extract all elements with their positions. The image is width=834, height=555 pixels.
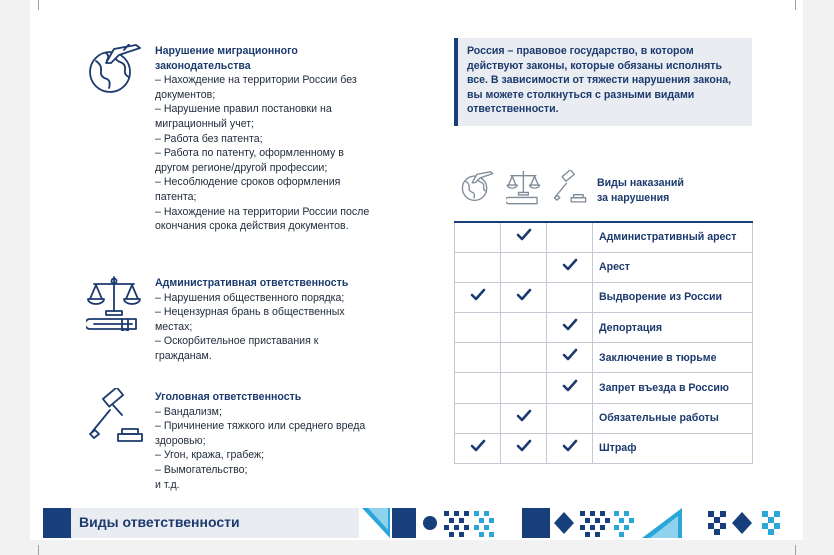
check-cell: [455, 373, 501, 403]
crop-mark: [795, 0, 796, 10]
section-title: Административная ответственность: [155, 277, 349, 289]
table-row: [455, 222, 753, 252]
check-cell: [455, 222, 501, 252]
administrative-section: [155, 276, 375, 364]
table-row: [455, 403, 753, 433]
check-cell: [501, 282, 547, 312]
ornament-strip-left: [362, 508, 512, 538]
check-cell: [501, 403, 547, 433]
checkmark-icon: [470, 440, 486, 457]
check-cell: [547, 313, 593, 343]
footer-square: [43, 508, 71, 538]
punishments-title-line: Виды наказаний: [597, 177, 684, 189]
check-cell: [547, 282, 593, 312]
list-item: – Нецензурная брань в общественных местах;: [155, 306, 345, 333]
checkmark-icon: [470, 289, 486, 306]
table-row: [455, 433, 753, 463]
check-cell: [547, 403, 593, 433]
scales-book-icon: [86, 275, 144, 331]
check-cell: [455, 282, 501, 312]
list-item: – Работа по патенту, оформленному в другом регионе/другой профессии;: [155, 147, 344, 174]
check-cell: [547, 222, 593, 252]
table-row: [455, 373, 753, 403]
info-callout: Россия – правовое государство, в котором действуют законы, которые обязаны исполнять все. В зависимости от тяжести нарушения закона, вы можете столкнуться с разными видами ответственности.: [454, 38, 752, 126]
check-cell: [501, 433, 547, 463]
check-cell: [501, 222, 547, 252]
list-item: – Нарушение правил постановки на миграционный учет;: [155, 103, 332, 130]
section-title: Нарушение миграционного законодательства: [155, 45, 298, 72]
list-item: – Работа без патента;: [155, 132, 263, 145]
ornament-strip-right: [522, 508, 794, 538]
section-title: Уголовная ответственность: [155, 391, 302, 403]
punishment-name: Депортация: [593, 313, 753, 343]
checkmark-icon: [516, 229, 532, 246]
punishment-name: Административный арест: [593, 222, 753, 252]
check-cell: [547, 373, 593, 403]
list-item: – Нахождение на территории России после окончания срока действия документов.: [155, 205, 370, 233]
table-row: [455, 252, 753, 282]
check-cell: [501, 373, 547, 403]
crop-mark: [795, 545, 796, 555]
footer-label: Виды ответственности: [79, 514, 240, 530]
punishment-name: Заключение в тюрьме: [593, 343, 753, 373]
checkmark-icon: [562, 259, 578, 276]
punishment-name: Выдворение из России: [593, 282, 753, 312]
punishment-name: Штраф: [593, 433, 753, 463]
punishments-title: [597, 176, 747, 206]
check-cell: [501, 343, 547, 373]
list-item: – Нахождение на территории России без документов;: [155, 74, 357, 101]
checkmark-icon: [562, 380, 578, 397]
crop-mark: [38, 0, 39, 10]
check-cell: [547, 343, 593, 373]
check-cell: [455, 343, 501, 373]
check-cell: [501, 313, 547, 343]
check-cell: [455, 403, 501, 433]
check-cell: [455, 313, 501, 343]
punishment-name: Арест: [593, 252, 753, 282]
gavel-icon: [552, 170, 588, 205]
checkmark-icon: [516, 440, 532, 457]
checkmark-icon: [562, 319, 578, 336]
table-row: [455, 282, 753, 312]
list-item: и т.д.: [155, 478, 180, 491]
scales-book-icon: [506, 170, 542, 205]
table-row: [455, 343, 753, 373]
crop-mark: [38, 545, 39, 555]
punishment-name: Запрет въезда в Россию: [593, 373, 753, 403]
check-cell: [455, 252, 501, 282]
punishment-name: Обязательные работы: [593, 403, 753, 433]
list-item: – Угон, кража, грабеж;: [155, 449, 265, 462]
checkmark-icon: [562, 349, 578, 366]
globe-plane-icon: [460, 170, 494, 204]
list-item: – Оскорбительное приставания к гражданам.: [155, 335, 319, 362]
list-item: – Нарушения общественного порядка;: [155, 291, 345, 304]
globe-plane-icon: [86, 44, 142, 96]
check-cell: [455, 433, 501, 463]
table-row: [455, 313, 753, 343]
check-cell: [501, 252, 547, 282]
check-cell: [547, 433, 593, 463]
checkmark-icon: [516, 289, 532, 306]
migration-section: [155, 44, 375, 234]
list-item: – Вандализм;: [155, 405, 222, 418]
punishments-table: [454, 221, 753, 464]
criminal-section: [155, 390, 375, 492]
list-item: – Несоблюдение сроков оформления патента;: [155, 176, 341, 203]
check-cell: [547, 252, 593, 282]
list-item: – Причинение тяжкого или среднего вреда здоровью;: [155, 420, 366, 447]
checkmark-icon: [562, 440, 578, 457]
checkmark-icon: [516, 410, 532, 427]
footer-bar: [43, 508, 359, 538]
list-item: – Вымогательство;: [155, 463, 248, 476]
punishments-title-line: за нарушения: [597, 192, 670, 204]
gavel-icon: [86, 388, 146, 446]
